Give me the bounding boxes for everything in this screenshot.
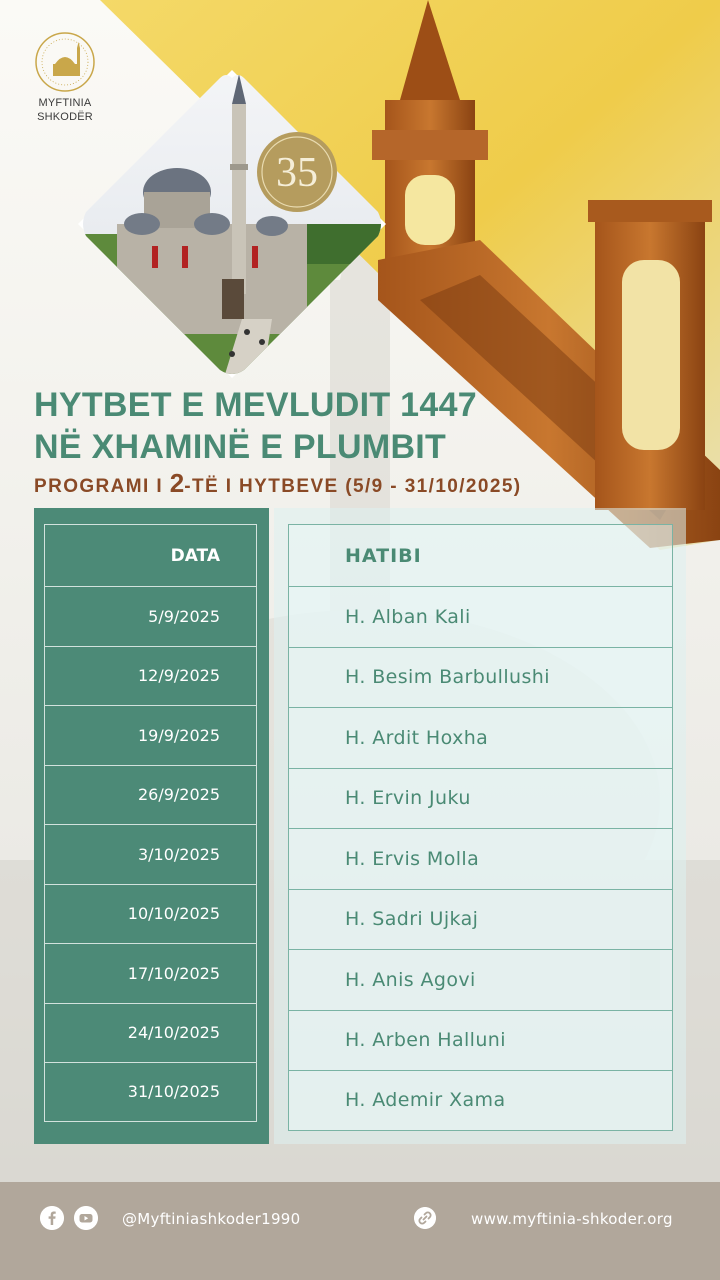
date-cell: 26/9/2025	[44, 765, 257, 825]
subtitle-number: 2	[169, 468, 185, 498]
title-line-1: HYTBET E MEVLUDIT 1447	[34, 386, 478, 424]
name-cell: H. Anis Agovi	[288, 949, 673, 1010]
website-link[interactable]: www.myftinia-shkoder.org	[471, 1210, 673, 1228]
date-cell: 24/10/2025	[44, 1003, 257, 1063]
name-cell: H. Arben Halluni	[288, 1010, 673, 1071]
date-cell: 12/9/2025	[44, 646, 257, 706]
date-cell: 10/10/2025	[44, 884, 257, 944]
name-cell: H. Sadri Ujkaj	[288, 889, 673, 950]
name-cell: H. Ademir Xama	[288, 1070, 673, 1131]
name-cell: H. Besim Barbullushi	[288, 647, 673, 708]
name-cell: H. Ervis Molla	[288, 828, 673, 889]
date-cell: 3/10/2025	[44, 824, 257, 884]
name-column	[288, 524, 673, 1131]
subtitle-suffix: -TË I HYTBEVE (5/9 - 31/10/2025)	[184, 476, 522, 497]
date-header: DATA	[44, 524, 257, 586]
social-handle[interactable]: @Myftiniashkoder1990	[122, 1210, 301, 1228]
date-cell: 19/9/2025	[44, 705, 257, 765]
name-header: HATIBI	[288, 524, 673, 586]
footer-bar	[0, 1182, 720, 1280]
date-cell: 5/9/2025	[44, 586, 257, 646]
mosque-photo	[72, 64, 392, 384]
link-icon[interactable]	[414, 1207, 436, 1229]
subtitle	[34, 468, 522, 499]
brand-line-2: SHKODËR	[37, 111, 93, 123]
date-column	[44, 524, 257, 1122]
name-cell: H. Ardit Hoxha	[288, 707, 673, 768]
title-line-2: NË XHAMINË E PLUMBIT	[34, 428, 447, 466]
youtube-icon[interactable]	[74, 1206, 98, 1230]
date-cell: 31/10/2025	[44, 1062, 257, 1122]
date-cell: 17/10/2025	[44, 943, 257, 1003]
name-cell: H. Ervin Juku	[288, 768, 673, 829]
brand-line-1: MYFTINIA	[38, 97, 92, 109]
anniversary-badge: 35	[276, 150, 318, 196]
subtitle-prefix: PROGRAMI I	[34, 476, 170, 497]
facebook-icon[interactable]	[40, 1206, 64, 1230]
name-cell: H. Alban Kali	[288, 586, 673, 647]
